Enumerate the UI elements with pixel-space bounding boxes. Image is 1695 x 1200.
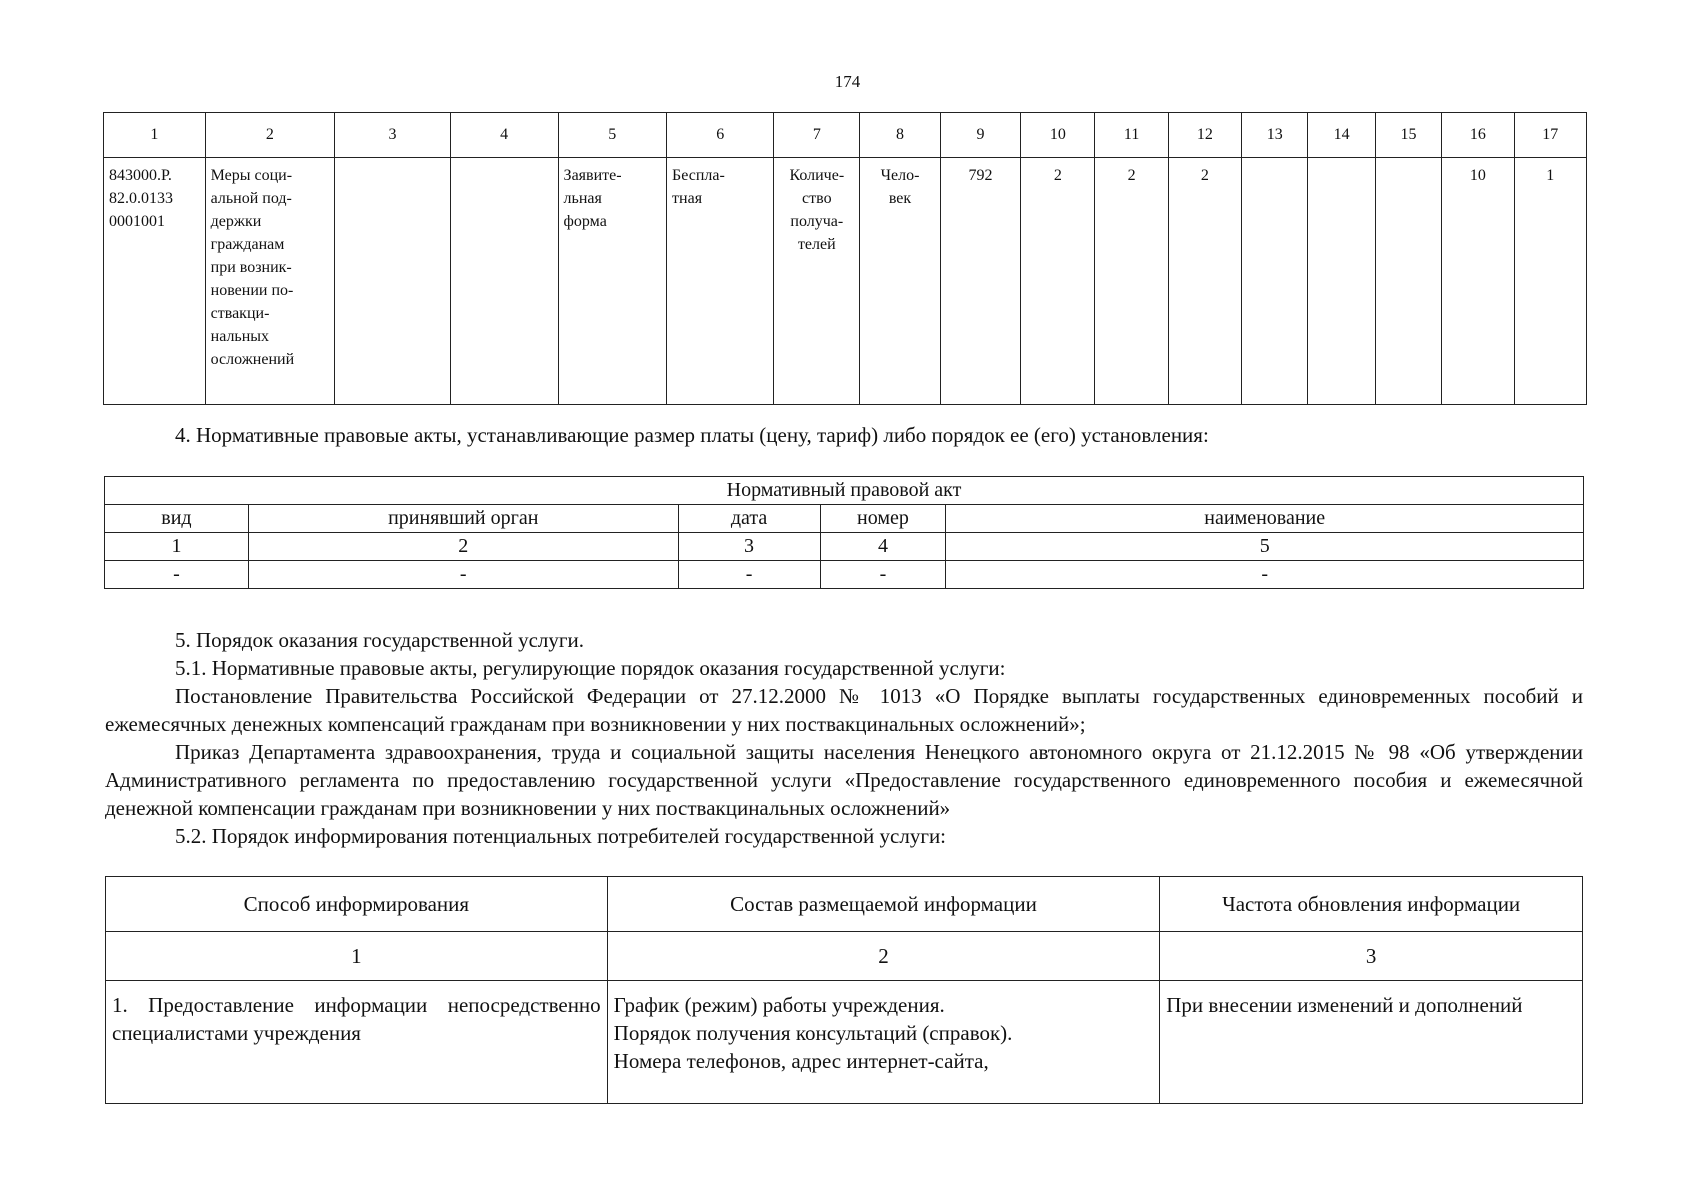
table-row: [106, 981, 1583, 1104]
col-header: 7: [774, 113, 860, 158]
cell-value: 2: [1095, 158, 1168, 405]
col-number: 5: [946, 533, 1584, 561]
col-header: 5: [558, 113, 666, 158]
section-5-title: 5. Порядок оказания государственной услуги.: [175, 628, 584, 652]
col-number: 2: [607, 932, 1160, 981]
table-row: [105, 561, 1584, 589]
table-number-row: [106, 932, 1583, 981]
legal-acts-table: [104, 476, 1584, 589]
col-header-type: вид: [105, 505, 249, 533]
registry-table: [103, 112, 1587, 405]
col-header: 16: [1442, 113, 1514, 158]
col-header: 3: [335, 113, 451, 158]
section-4-title: 4. Нормативные правовые акты, устанавливающие размер платы (цену, тариф) либо порядок ее (его) установления:: [175, 423, 1209, 447]
page-number: 174: [834, 72, 861, 91]
cell-indicator: Количе- ство получа- телей: [774, 158, 860, 405]
cell-unit: Чело- век: [860, 158, 941, 405]
cell: -: [248, 561, 678, 589]
cell-frequency: При внесении изменений и дополнений: [1160, 981, 1583, 1104]
cell-deviation-percent: 10: [1442, 158, 1514, 405]
col-header-method: Способ информирования: [106, 877, 608, 932]
cell-registry-code: 843000.Р. 82.0.0133 0001001: [104, 158, 206, 405]
table-title-row: [105, 477, 1584, 505]
col-header-content: Состав размещаемой информации: [607, 877, 1160, 932]
col-number: 3: [1160, 932, 1583, 981]
col-header: 13: [1242, 113, 1308, 158]
section-5-2-title: 5.2. Порядок информирования потенциальных потребителей государственной услуги:: [175, 824, 947, 848]
col-header-number: номер: [820, 505, 946, 533]
table-number-row: [105, 533, 1584, 561]
col-header: 6: [667, 113, 774, 158]
section-5-text: [105, 626, 1583, 850]
table-header-row: [104, 113, 1587, 158]
col-header-date: дата: [678, 505, 820, 533]
table-header-row: [106, 877, 1583, 932]
cell: -: [946, 561, 1584, 589]
table-row: [104, 158, 1587, 405]
cell-okei-code: 792: [940, 158, 1020, 405]
cell: [1308, 158, 1375, 405]
table-title: Нормативный правовой акт: [105, 477, 1584, 505]
col-header: 12: [1168, 113, 1241, 158]
cell: [450, 158, 558, 405]
cell-deviation-abs: 1: [1514, 158, 1586, 405]
col-header: 10: [1021, 113, 1095, 158]
col-number: 2: [248, 533, 678, 561]
table-header-row: [105, 505, 1584, 533]
col-number: 1: [105, 533, 249, 561]
col-number: 4: [820, 533, 946, 561]
cell: -: [678, 561, 820, 589]
cell-form: Заявите- льная форма: [558, 158, 666, 405]
col-header: 1: [104, 113, 206, 158]
col-header: 15: [1375, 113, 1441, 158]
cell-content: График (режим) работы учреждения. Порядок получения консультаций (справок). Номера телефонов, адрес интернет-сайта,: [607, 981, 1160, 1104]
section-5-1-title: 5.1. Нормативные правовые акты, регулирующие порядок оказания государственной услуги:: [175, 656, 1006, 680]
col-header: 11: [1095, 113, 1168, 158]
col-header: 17: [1514, 113, 1586, 158]
cell: -: [820, 561, 946, 589]
col-header: 4: [450, 113, 558, 158]
cell-value: 2: [1021, 158, 1095, 405]
section-5-1-paragraph-1: Постановление Правительства Российской Федерации от 27.12.2000 № 1013 «О Порядке выплаты государственных единовременных пособий и ежемесячных денежных компенсаций гражданам при возникновении у них поствакцинальных осложнений»;: [105, 684, 1583, 736]
cell: [1242, 158, 1308, 405]
col-header-frequency: Частота обновления информации: [1160, 877, 1583, 932]
cell-service-name: Меры соци- альной под- держки гражданам при возник- новении по- ствакци- нальных осложнений: [205, 158, 335, 405]
cell-value: 2: [1168, 158, 1241, 405]
col-header-title: наименование: [946, 505, 1584, 533]
cell: -: [105, 561, 249, 589]
cell-payment: Беспла- тная: [667, 158, 774, 405]
cell: [335, 158, 451, 405]
informing-table: [105, 876, 1583, 1104]
cell: [1375, 158, 1441, 405]
col-header: 2: [205, 113, 335, 158]
col-header: 8: [860, 113, 941, 158]
cell-method: 1. Предоставление информации непосредственно специалистами учреждения: [106, 981, 608, 1104]
col-header: 9: [940, 113, 1020, 158]
col-number: 3: [678, 533, 820, 561]
col-header-authority: принявший орган: [248, 505, 678, 533]
col-number: 1: [106, 932, 608, 981]
col-header: 14: [1308, 113, 1375, 158]
section-5-1-paragraph-2: Приказ Департамента здравоохранения, труда и социальной защиты населения Ненецкого автономного округа от 21.12.2015 № 98 «Об утверждении Административного регламента по предоставлению государственной услуги «Предоставление государственного единовременного пособия и ежемесячной денежной компенсации гражданам при возникновении у них поствакцинальных осложнений»: [105, 740, 1583, 820]
